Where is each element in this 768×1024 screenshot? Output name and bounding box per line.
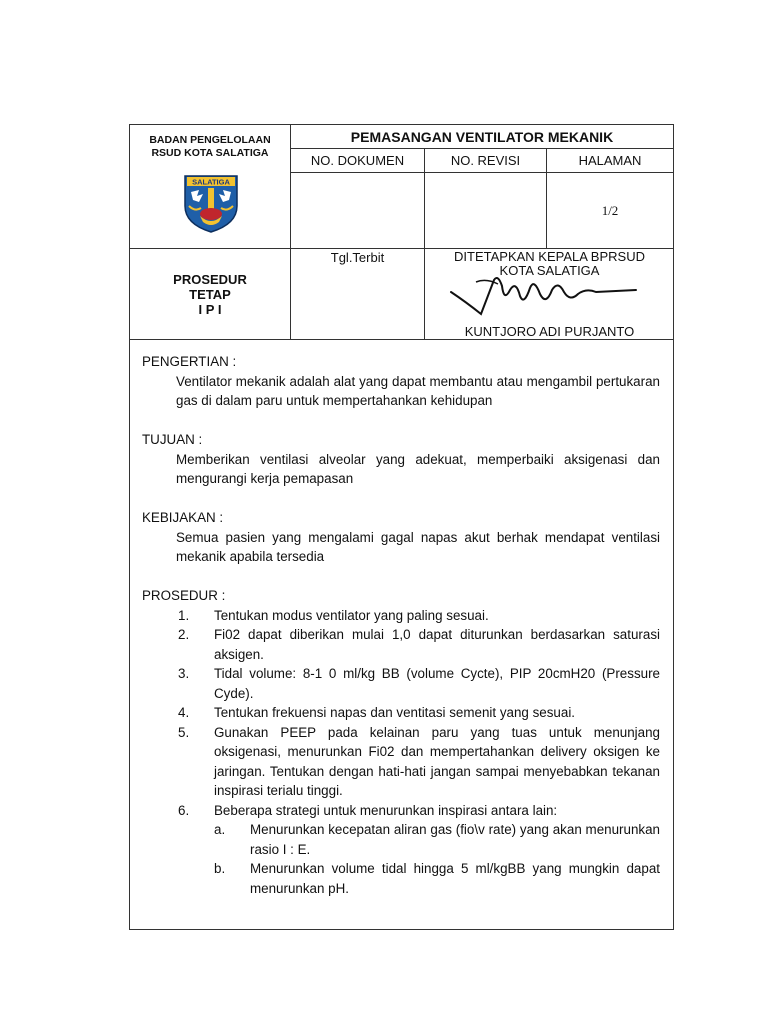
- procedure-label: [130, 272, 290, 317]
- divider-header-row: [290, 172, 674, 173]
- divider-col-doc: [424, 148, 425, 340]
- document-body: [142, 352, 660, 898]
- approved-line-1: DITETAPKAN KEPALA BPRSUD: [454, 249, 645, 264]
- divider-header-bottom: [129, 339, 674, 340]
- org-line-2: RSUD KOTA SALATIGA: [151, 147, 269, 159]
- procedure-line-1: PROSEDUR: [173, 272, 247, 287]
- section-title-pengertian: PENGERTIAN :: [142, 354, 237, 369]
- org-line-1: BADAN PENGELOLAAN: [149, 134, 271, 146]
- page-value: 1/2: [601, 203, 619, 218]
- list-item: 6. Beberapa strategi untuk menurunkan inspirasi antara lain: a. Menurunkan kecepatan aliran gas (fio\v rate) yang akan menurunkan rasio I : E. b. Menurunkan volume tidal hingga 5 ml/kgBB yang mungkin dapat menurunkan pH.: [142, 801, 660, 899]
- section-title-tujuan: TUJUAN :: [142, 432, 203, 447]
- salatiga-logo: [181, 172, 241, 234]
- org-name: [132, 134, 288, 160]
- col-header-rev: NO. REVISI: [450, 153, 521, 168]
- section-title-kebijakan: KEBIJAKAN :: [142, 510, 224, 525]
- list-item: b. Menurunkan volume tidal hingga 5 ml/kgBB yang mungkin dapat menurunkan pH.: [214, 861, 660, 896]
- signature-icon: [446, 272, 646, 327]
- procedure-steps: [142, 606, 660, 899]
- list-item: 4. Tentukan frekuensi napas dan ventitasi semenit yang sesuai.: [178, 705, 576, 720]
- procedure-line-2: TETAP: [189, 287, 231, 302]
- approved-line-2: KOTA SALATIGA: [499, 263, 600, 278]
- procedure-substeps: [214, 820, 660, 898]
- list-item: 2. Fi02 dapat diberikan mulai 1,0 dapat diturunkan berdasarkan saturasi aksigen.: [178, 627, 660, 662]
- section-title-prosedur: PROSEDUR :: [142, 588, 226, 603]
- list-item: 3. Tidal volume: 8-1 0 ml/kg BB (volume Cycte), PIP 20cmH20 (Pressure Cyde).: [178, 666, 660, 701]
- procedure-line-3: I P I: [198, 302, 222, 317]
- list-item: 1. Tentukan modus ventilator yang paling sesuai.: [178, 607, 489, 623]
- list-item: 5. Gunakan PEEP pada kelainan paru yang tuas untuk menunjang oksigenasi, menurunkan Fi02 dan mempertahankan delivery oksigen ke jaringan. Tentukan dengan hati-hati jangan sampai menyebabkan tekanan inspirasi terialu tinggi.: [178, 724, 660, 798]
- col-header-page: HALAMAN: [578, 153, 642, 168]
- section-text-kebijakan: Semua pasien yang mengalami gagal napas akut berhak mendapat ventilasi mekanik apabila tersedia: [176, 529, 660, 564]
- section-text-tujuan: Memberikan ventilasi alveolar yang adekuat, memperbaiki aksigenasi dan mengurangi kerja pemapasan: [176, 451, 660, 486]
- section-text-pengertian: Ventilator mekanik adalah alat yang dapat membantu atau mengambil pertukaran gas di dalam paru untuk mempertahankan kehidupan: [176, 373, 660, 408]
- document-title: PEMASANGAN VENTILATOR MEKANIK: [350, 129, 614, 145]
- logo-text: SALATIGA: [192, 177, 230, 187]
- divider-title-row: [290, 148, 674, 149]
- list-item: a. Menurunkan kecepatan aliran gas (fio\v rate) yang akan menurunkan rasio I : E.: [214, 822, 660, 857]
- issued-date-label: Tgl.Terbit: [330, 250, 385, 265]
- col-header-doc: NO. DOKUMEN: [310, 153, 405, 168]
- signatory-name: KUNTJORO ADI PURJANTO: [464, 324, 635, 339]
